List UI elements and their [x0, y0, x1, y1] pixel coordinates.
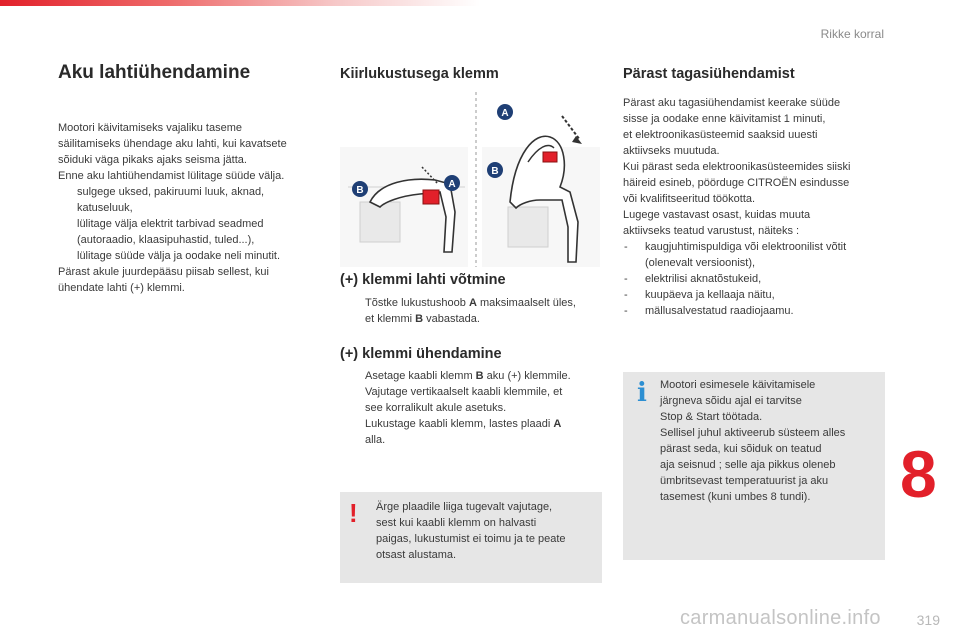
unlock-title: (+) klemmi lahti võtmine — [340, 272, 506, 288]
unlock-steps — [346, 295, 601, 327]
svg-text:B: B — [356, 185, 364, 196]
watermark: carmanualsonline.info — [680, 607, 881, 629]
svg-text:A: A — [501, 108, 509, 119]
intro-line: sõiduki väga pikaks ajaks seisma jätta. — [58, 154, 247, 166]
chapter-number: 8 — [900, 437, 937, 511]
list-item: lülitage süüde välja ja oodake neli minutit. — [77, 250, 281, 262]
svg-text:B: B — [491, 166, 499, 177]
warning-box — [340, 492, 602, 583]
list-item: sulgege uksed, pakiruumi luuk, aknad, katuseluuk, — [77, 186, 265, 214]
dash-marker: - — [624, 289, 628, 301]
section-label: Rikke korral — [820, 27, 884, 41]
list-item: Asetage kaabli klemm B aku (+) klemmile. — [365, 370, 571, 382]
quick-release-title: Kiirlukustusega klemm — [340, 66, 499, 82]
red-lever-left — [423, 190, 439, 204]
battery-post-left — [360, 202, 400, 242]
page-title: Aku lahtiühendamine — [58, 62, 251, 83]
warning-icon: ! — [349, 498, 358, 528]
disconnect-text — [58, 120, 318, 296]
connect-steps — [346, 368, 601, 448]
info-box — [623, 372, 885, 560]
reconnect-text: Pärast aku tagasiühendamist keerake süüde sisse ja oodake enne käivitamist 1 minuti, et elektroonikasüsteemid saaksid uuesti aktiivseks muutuda. Kui pärast seda elektroonikasüsteemides siiski häireid esineb, pöörduge CITROËN esindusse või kvalifitseeritud töökotta. Lugege vastavast osast, kuidas muuta aktiivseks teatud varustust, näiteks : - kaugjuhtimispuldiga või elektroonilist võtit (olenevalt versioonist), - elektrilisi aknatõstukeid, - kuupäeva ja kellaaja näitu, - mällusalvestatud raadiojaamu. — [623, 95, 885, 319]
dash-marker: - — [624, 241, 628, 253]
list-item: Lukustage kaabli klemm, lastes plaadi A alla. — [365, 418, 562, 446]
battery-terminal-illustration — [340, 92, 600, 267]
list-item: lülitage välja elektrit tarbivad seadmed (autoraadio, klaasipuhastid, tuled...), — [77, 218, 264, 246]
dash-marker: - — [624, 305, 628, 317]
info-icon: i — [637, 378, 647, 408]
intro-line: säilitamiseks ühendage aku lahti, kui kavatsete — [58, 138, 287, 150]
battery-post-right — [508, 207, 548, 247]
connect-title: (+) klemmi ühendamine — [340, 346, 502, 362]
list-item: - kuupäeva ja kellaaja näitu, — [624, 289, 775, 301]
red-lever-right — [543, 152, 557, 162]
list-item: Tõstke lukustushoob A maksimaalselt üles, et klemmi B vabastada. — [365, 297, 576, 325]
header-accent-bar — [0, 0, 480, 6]
list-item: Vajutage vertikaalselt kaabli klemmile, et see korralikult akule asetuks. — [365, 386, 563, 414]
outro-line: ühendate lahti (+) klemmi. — [58, 282, 185, 294]
list-item: - kaugjuhtimispuldiga või elektroonilist võtit (olenevalt versioonist), — [624, 241, 847, 269]
svg-text:A: A — [448, 179, 456, 190]
reconnect-title: Pärast tagasiühendamist — [623, 66, 795, 82]
page-number: 319 — [916, 612, 940, 628]
info-text: Mootori esimesele käivitamisele järgneva sõidu ajal ei tarvitse Stop & Start töötada. Sellisel juhul aktiveerub süsteem alles pärast seda, kui sõiduk on teatud aja seisnud ; selle aja pikkus oleneb ümbritsevast temperatuurist ja aku tasemest (kuni umbes 8 tundi). — [660, 379, 846, 503]
intro-line: Enne aku lahtiühendamist lülitage süüde välja. — [58, 170, 285, 182]
warning-text: Ärge plaadile liiga tugevalt vajutage, sest kui kaabli klemm on halvasti paigas, lukustumist ei toimu ja te peate otsast alustama. — [376, 501, 566, 561]
list-item: - mällusalvestatud raadiojaamu. — [624, 305, 794, 317]
outro-line: Pärast akule juurdepääsu piisab sellest, kui — [58, 266, 269, 278]
list-item: - elektrilisi aknatõstukeid, — [624, 273, 762, 285]
dash-marker: - — [624, 273, 628, 285]
intro-line: Mootori käivitamiseks vajaliku taseme — [58, 122, 243, 134]
